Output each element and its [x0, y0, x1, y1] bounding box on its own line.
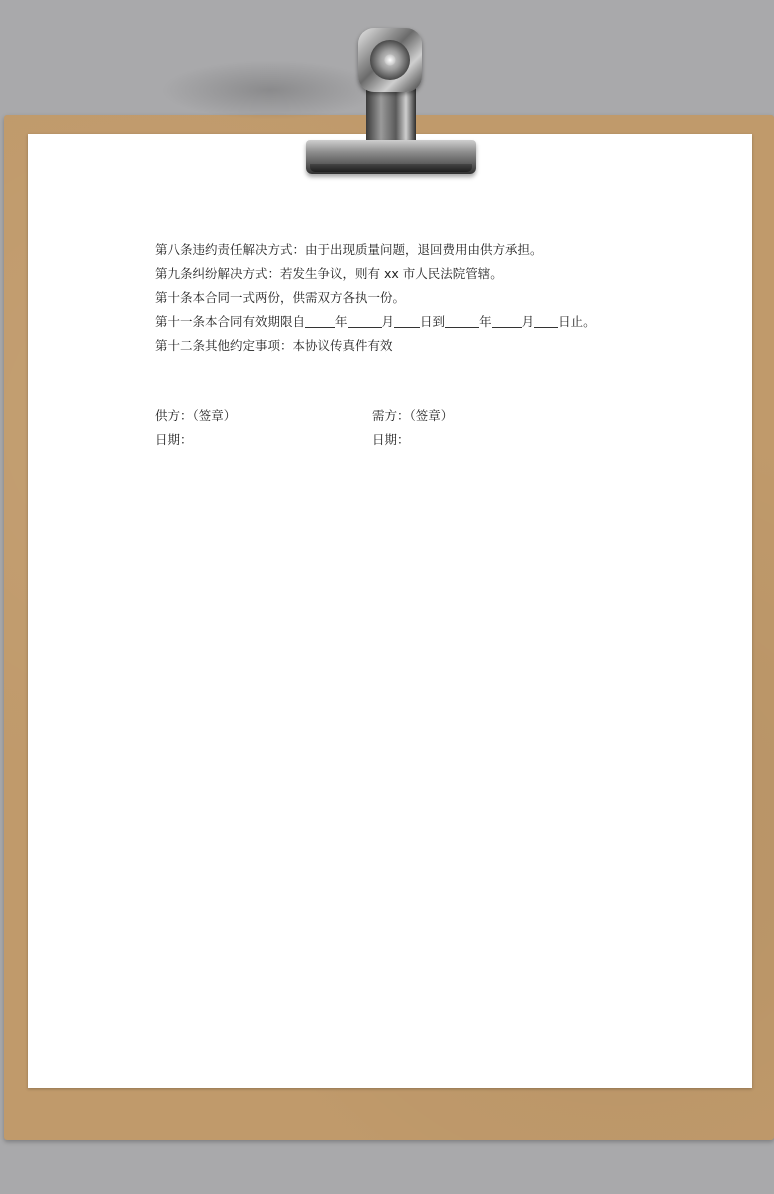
clause-11-month2: 月	[521, 314, 535, 329]
clip-shadow	[160, 60, 380, 120]
clause-8: 第八条违约责任解决方式：由于出现质量问题，退回费用由供方承担。	[155, 242, 543, 257]
clip-ring-inner	[370, 40, 410, 80]
signature-block	[155, 404, 605, 452]
blank-year-start	[305, 313, 335, 328]
clip-hole	[384, 54, 396, 66]
date-row	[155, 428, 605, 452]
signature-row	[155, 404, 605, 428]
buyer-date-label: 日期：	[372, 432, 410, 447]
supplier-seal-label: 供方：（签章）	[155, 408, 237, 423]
supplier-date-label: 日期：	[155, 432, 193, 447]
blank-year-end	[445, 313, 479, 328]
clause-11-year1: 年	[335, 314, 348, 329]
clause-11	[155, 310, 715, 334]
clip-ring	[358, 28, 422, 92]
clause-9: 第九条纠纷解决方式：若发生争议，则有 xx 市人民法院管辖。	[155, 266, 503, 281]
clause-11-day2: 日止。	[558, 314, 596, 329]
blank-month-start	[348, 313, 382, 328]
clause-10: 第十条本合同一式两份，供需双方各执一份。	[155, 290, 406, 305]
clause-11-year2: 年	[479, 314, 492, 329]
contract-clauses	[155, 238, 715, 358]
blank-month-end	[492, 313, 522, 328]
clause-11-month1: 月	[381, 314, 395, 329]
clause-12: 第十二条其他约定事项：本协议传真件有效	[155, 338, 393, 353]
blank-day-end	[534, 313, 558, 328]
clause-11-prefix: 第十一条本合同有效期限自	[155, 314, 306, 329]
clause-11-day1: 日到	[420, 314, 446, 329]
buyer-seal-label: 需方：（签章）	[372, 408, 454, 423]
blank-day-start	[394, 313, 420, 328]
